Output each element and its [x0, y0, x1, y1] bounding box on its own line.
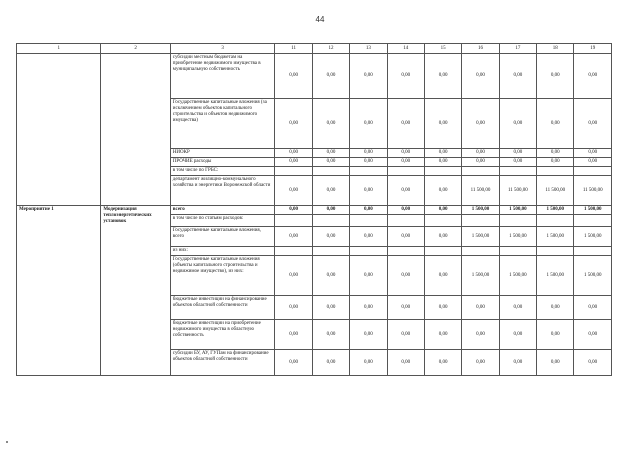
value-cell: 0,00: [387, 320, 424, 350]
column-header: 14: [387, 44, 424, 54]
value-cell: 0,00: [350, 158, 387, 167]
value-cell: 0,00: [424, 99, 461, 149]
value-cell: [499, 167, 536, 176]
value-cell: 0,00: [574, 149, 612, 158]
value-cell: 0,00: [387, 227, 424, 247]
value-cell: [537, 167, 574, 176]
value-cell: 0,00: [312, 256, 349, 296]
row-label: департамент жилищно-коммунального хозяйства и энергетики Воронежской области: [170, 176, 275, 206]
row-label: бюджетные инвестиции на приобретение недвижимого имущества в областную собственность: [170, 320, 275, 350]
column-header: 19: [574, 44, 612, 54]
value-cell: 0,00: [499, 158, 536, 167]
row-label: в том числе по статьям расходов:: [170, 215, 275, 227]
column-header: 11: [275, 44, 312, 54]
value-cell: 0,00: [350, 54, 387, 99]
value-cell: 0,00: [574, 54, 612, 99]
value-cell: [275, 167, 312, 176]
value-cell: 0,00: [387, 256, 424, 296]
value-cell: [537, 215, 574, 227]
page-number: 44: [315, 15, 325, 24]
measure-title: Модернизация теплоэнергетических установок: [101, 206, 170, 376]
value-cell: 0,00: [499, 320, 536, 350]
value-cell: 0,00: [424, 54, 461, 99]
row-label: ПРОЧИЕ расходы: [170, 158, 275, 167]
value-cell: 0,00: [462, 149, 499, 158]
value-cell: 1 500,00: [537, 227, 574, 247]
value-cell: 0,00: [462, 54, 499, 99]
empty-cell: [17, 54, 101, 206]
value-cell: [350, 247, 387, 256]
value-cell: 1 500,00: [462, 227, 499, 247]
value-cell: 0,00: [462, 350, 499, 376]
value-cell: [312, 215, 349, 227]
table-row: [17, 206, 612, 215]
value-cell: 0,00: [537, 149, 574, 158]
value-cell: 0,00: [312, 149, 349, 158]
column-header: 17: [499, 44, 536, 54]
column-header: 18: [537, 44, 574, 54]
value-cell: 0,00: [499, 350, 536, 376]
value-cell: [387, 215, 424, 227]
value-cell: [462, 247, 499, 256]
value-cell: 0,00: [537, 320, 574, 350]
value-cell: 0,00: [499, 54, 536, 99]
value-cell: [312, 247, 349, 256]
value-cell: [350, 215, 387, 227]
value-cell: 0,00: [275, 296, 312, 320]
value-cell: 0,00: [387, 99, 424, 149]
value-cell: 0,00: [387, 350, 424, 376]
value-cell: 0,00: [387, 296, 424, 320]
row-label: бюджетные инвестиции на финансирование объектов областной собственности: [170, 296, 275, 320]
value-cell: 0,00: [275, 227, 312, 247]
value-cell: 0,00: [424, 176, 461, 206]
header-row: [17, 44, 612, 54]
value-cell: 0,00: [312, 158, 349, 167]
value-cell: 0,00: [275, 350, 312, 376]
value-cell: 0,00: [312, 206, 349, 215]
column-header: 2: [101, 44, 170, 54]
value-cell: 0,00: [350, 227, 387, 247]
value-cell: 0,00: [499, 149, 536, 158]
value-cell: 1 500,00: [462, 256, 499, 296]
value-cell: 0,00: [424, 149, 461, 158]
value-cell: 1 500,00: [499, 256, 536, 296]
column-header: 16: [462, 44, 499, 54]
column-header: 15: [424, 44, 461, 54]
value-cell: 11 500,00: [499, 176, 536, 206]
value-cell: 0,00: [275, 54, 312, 99]
column-header: 13: [350, 44, 387, 54]
value-cell: [387, 247, 424, 256]
row-label: в том числе по ГРБС:: [170, 167, 275, 176]
value-cell: 0,00: [574, 158, 612, 167]
value-cell: 0,00: [424, 206, 461, 215]
row-label: Государственные капитальные вложения (за исключением объектов капитального строительства и объектов недвижимого имущества): [170, 99, 275, 149]
measure-name: Мероприятие 1: [17, 206, 101, 376]
column-header: 3: [170, 44, 275, 54]
value-cell: 11 500,00: [537, 176, 574, 206]
value-cell: [499, 247, 536, 256]
value-cell: [462, 167, 499, 176]
value-cell: 1 500,00: [537, 256, 574, 296]
table-row: [17, 54, 612, 99]
value-cell: 0,00: [350, 99, 387, 149]
value-cell: 0,00: [574, 296, 612, 320]
scan-dot: [6, 441, 8, 443]
value-cell: 0,00: [537, 99, 574, 149]
value-cell: 0,00: [275, 99, 312, 149]
value-cell: 0,00: [462, 320, 499, 350]
value-cell: 11 500,00: [462, 176, 499, 206]
value-cell: 0,00: [275, 158, 312, 167]
value-cell: 0,00: [537, 54, 574, 99]
empty-cell: [101, 54, 170, 206]
value-cell: [424, 167, 461, 176]
value-cell: 11 500,00: [574, 176, 612, 206]
value-cell: [574, 215, 612, 227]
value-cell: 0,00: [424, 158, 461, 167]
value-cell: 0,00: [312, 227, 349, 247]
row-label: НИОКР: [170, 149, 275, 158]
value-cell: 0,00: [574, 99, 612, 149]
row-label: Государственные капитальные вложения (объекты капитального строительства и недвижимое имущество), из них:: [170, 256, 275, 296]
value-cell: 0,00: [312, 176, 349, 206]
value-cell: [462, 215, 499, 227]
value-cell: 0,00: [462, 158, 499, 167]
value-cell: 0,00: [424, 296, 461, 320]
value-cell: [537, 247, 574, 256]
value-cell: [312, 167, 349, 176]
row-label: субсидии местным бюджетам на приобретение недвижимого имущества в муниципальную собственность: [170, 54, 275, 99]
value-cell: 0,00: [350, 296, 387, 320]
value-cell: 0,00: [312, 99, 349, 149]
value-cell: 1 500,00: [574, 256, 612, 296]
value-cell: 1 500,00: [462, 206, 499, 215]
value-cell: 1 500,00: [574, 206, 612, 215]
value-cell: [275, 215, 312, 227]
value-cell: 0,00: [537, 158, 574, 167]
value-cell: [275, 247, 312, 256]
value-cell: 0,00: [312, 54, 349, 99]
value-cell: 0,00: [312, 350, 349, 376]
value-cell: 0,00: [350, 350, 387, 376]
value-cell: 0,00: [350, 256, 387, 296]
value-cell: [424, 215, 461, 227]
column-header: 1: [17, 44, 101, 54]
row-label: Государственные капитальные вложения, всего: [170, 227, 275, 247]
column-header: 12: [312, 44, 349, 54]
value-cell: [424, 247, 461, 256]
value-cell: 0,00: [574, 320, 612, 350]
value-cell: 0,00: [424, 320, 461, 350]
value-cell: [574, 247, 612, 256]
value-cell: [350, 167, 387, 176]
value-cell: [387, 167, 424, 176]
value-cell: 0,00: [387, 176, 424, 206]
value-cell: 0,00: [462, 296, 499, 320]
value-cell: 1 500,00: [499, 206, 536, 215]
value-cell: 0,00: [537, 296, 574, 320]
value-cell: 0,00: [350, 149, 387, 158]
value-cell: 0,00: [424, 350, 461, 376]
value-cell: 0,00: [499, 99, 536, 149]
value-cell: 0,00: [387, 158, 424, 167]
value-cell: 0,00: [275, 320, 312, 350]
value-cell: 0,00: [574, 350, 612, 376]
value-cell: 1 500,00: [499, 227, 536, 247]
value-cell: 0,00: [387, 149, 424, 158]
value-cell: 0,00: [312, 296, 349, 320]
value-cell: [499, 215, 536, 227]
value-cell: 0,00: [424, 256, 461, 296]
value-cell: 1 500,00: [574, 227, 612, 247]
budget-table: [16, 43, 612, 376]
value-cell: 0,00: [424, 227, 461, 247]
value-cell: 0,00: [312, 320, 349, 350]
value-cell: 0,00: [350, 320, 387, 350]
value-cell: 0,00: [350, 176, 387, 206]
row-label: субсидии БУ, АУ, ГУПам на финансирование объектов областной собственности: [170, 350, 275, 376]
value-cell: 0,00: [275, 149, 312, 158]
value-cell: 0,00: [275, 176, 312, 206]
value-cell: [574, 167, 612, 176]
value-cell: 1 500,00: [537, 206, 574, 215]
value-cell: 0,00: [387, 206, 424, 215]
value-cell: 0,00: [275, 206, 312, 215]
row-label: из них:: [170, 247, 275, 256]
value-cell: 0,00: [275, 256, 312, 296]
value-cell: 0,00: [350, 206, 387, 215]
row-label: всего: [170, 206, 275, 215]
value-cell: 0,00: [537, 350, 574, 376]
value-cell: 0,00: [499, 296, 536, 320]
value-cell: 0,00: [387, 54, 424, 99]
value-cell: 0,00: [462, 99, 499, 149]
